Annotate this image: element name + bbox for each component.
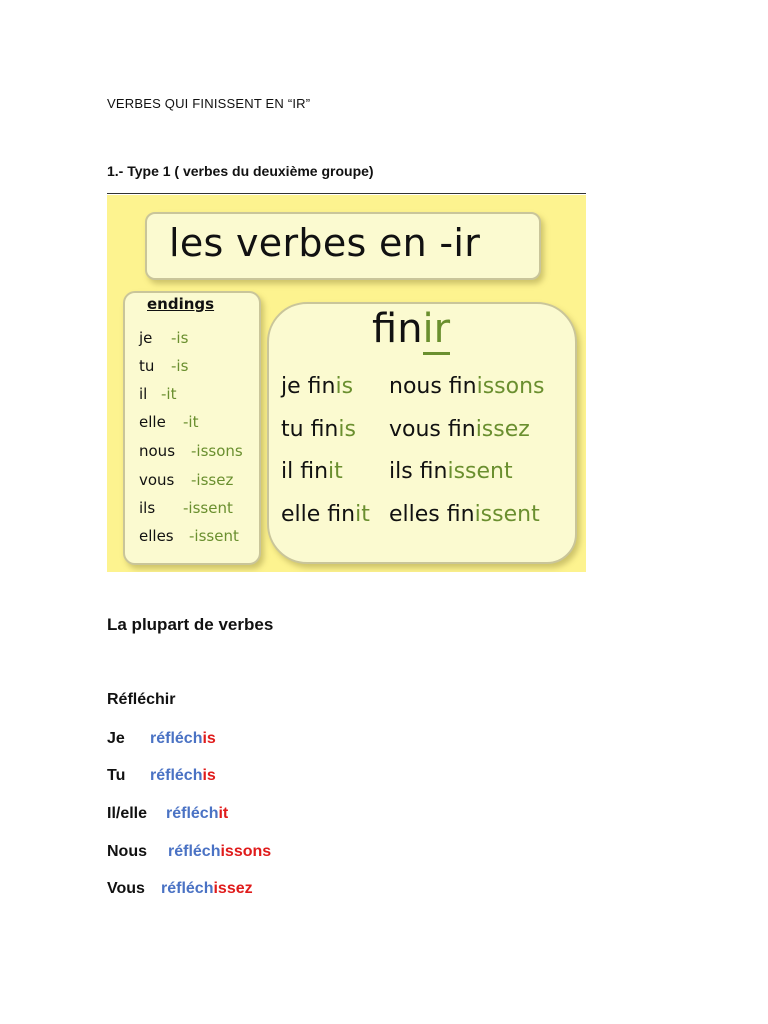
conjugation-elle bbox=[281, 502, 370, 527]
example-stem: réfléch bbox=[161, 880, 214, 897]
ending-row bbox=[139, 329, 188, 347]
ending-pronoun: ils bbox=[139, 499, 156, 517]
conjugation-stem: tu fin bbox=[281, 417, 339, 442]
conjugation-ending: it bbox=[355, 502, 370, 527]
conjugation-elles bbox=[389, 502, 540, 527]
conjugation-stem: je fin bbox=[281, 374, 336, 399]
example-ending: it bbox=[218, 805, 229, 822]
conjugation-il bbox=[281, 459, 343, 484]
ending-pronoun: vous bbox=[139, 471, 175, 489]
ending-row bbox=[139, 385, 176, 403]
illustration-title: les verbes en -ir bbox=[169, 221, 481, 265]
example-stem: réfléch bbox=[168, 843, 221, 860]
ending-suffix: -issons bbox=[191, 442, 243, 460]
conjugation-nous bbox=[389, 374, 545, 399]
conjugation-tu bbox=[281, 417, 356, 442]
ending-pronoun: tu bbox=[139, 357, 155, 375]
ending-row bbox=[139, 471, 233, 489]
example-row bbox=[107, 805, 228, 823]
ending-suffix: -issent bbox=[189, 527, 239, 545]
ending-pronoun: elle bbox=[139, 413, 166, 431]
endings-box bbox=[123, 291, 261, 565]
type-heading: 1.- Type 1 ( verbes du deuxième groupe) bbox=[107, 163, 374, 179]
conjugation-stem: ils fin bbox=[389, 459, 448, 484]
example-row bbox=[107, 843, 271, 861]
verbes-ir-illustration bbox=[107, 195, 586, 572]
conjugation-ending: issez bbox=[475, 417, 530, 442]
ending-pronoun: elles bbox=[139, 527, 174, 545]
example-pronoun: Nous bbox=[107, 843, 147, 860]
ending-suffix: -is bbox=[171, 357, 189, 375]
example-stem: réfléch bbox=[150, 730, 203, 747]
ending-suffix: -issez bbox=[191, 471, 234, 489]
conjugation-ending: issent bbox=[474, 502, 540, 527]
conjugation-je bbox=[281, 374, 353, 399]
example-ending: issez bbox=[213, 880, 253, 897]
ending-pronoun: je bbox=[139, 329, 153, 347]
plupart-heading: La plupart de verbes bbox=[107, 615, 274, 634]
ending-pronoun: il bbox=[139, 385, 148, 403]
ending-suffix: -issent bbox=[183, 499, 233, 517]
conjugation-ending: issent bbox=[447, 459, 513, 484]
ending-row bbox=[139, 357, 188, 375]
ending-suffix: -it bbox=[183, 413, 199, 431]
ending-row bbox=[139, 499, 233, 517]
ending-row bbox=[139, 442, 243, 460]
finir-conjugation-box bbox=[267, 302, 577, 564]
conjugation-ending: is bbox=[338, 417, 356, 442]
conjugation-ending: issons bbox=[476, 374, 545, 399]
example-ending: is bbox=[202, 730, 216, 747]
conjugation-stem: vous fin bbox=[389, 417, 476, 442]
conjugation-ending: is bbox=[335, 374, 354, 399]
horizontal-rule bbox=[107, 193, 586, 194]
example-pronoun: Vous bbox=[107, 880, 145, 897]
finir-stem: fin bbox=[372, 306, 423, 352]
example-pronoun: Tu bbox=[107, 767, 126, 784]
conjugation-stem: nous fin bbox=[389, 374, 477, 399]
ending-row bbox=[139, 413, 198, 431]
ending-suffix: -is bbox=[171, 329, 189, 347]
example-ending: issons bbox=[220, 843, 272, 860]
conjugation-ils bbox=[389, 459, 513, 484]
conjugation-stem: elle fin bbox=[281, 502, 356, 527]
conjugation-stem: il fin bbox=[281, 459, 329, 484]
conjugation-vous bbox=[389, 417, 530, 442]
conjugation-ending: it bbox=[328, 459, 343, 484]
finir-ending: ir bbox=[423, 306, 451, 355]
document-title: VERBES QUI FINISSENT EN “IR” bbox=[107, 96, 311, 111]
ending-row bbox=[139, 527, 239, 545]
verb-name: Réfléchir bbox=[107, 691, 176, 708]
finir-heading bbox=[372, 306, 450, 352]
endings-heading: endings bbox=[147, 295, 215, 313]
example-ending: is bbox=[202, 767, 216, 784]
illustration-title-box bbox=[145, 212, 541, 280]
conjugation-stem: elles fin bbox=[389, 502, 475, 527]
ending-pronoun: nous bbox=[139, 442, 176, 460]
example-row bbox=[107, 730, 216, 748]
example-pronoun: Il/elle bbox=[107, 805, 148, 822]
ending-suffix: -it bbox=[161, 385, 177, 403]
example-row bbox=[107, 880, 253, 898]
example-pronoun: Je bbox=[107, 730, 125, 747]
example-row bbox=[107, 767, 216, 785]
example-stem: réfléch bbox=[150, 767, 203, 784]
example-stem: réfléch bbox=[166, 805, 219, 822]
